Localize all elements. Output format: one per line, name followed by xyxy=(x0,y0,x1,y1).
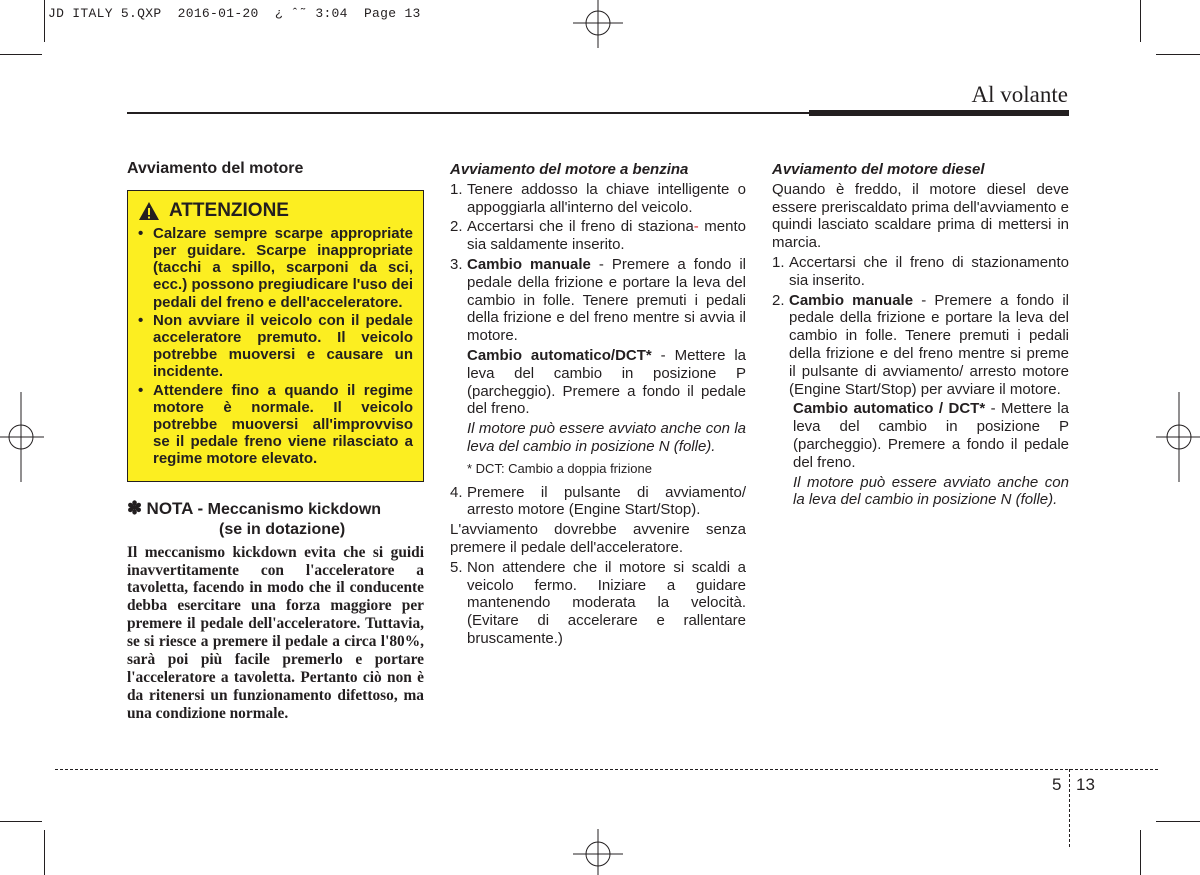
page-number: 13 xyxy=(1076,775,1095,794)
column-3 xyxy=(772,161,1069,509)
list-text: Accertarsi che il freno di stazionamento sia inserito. xyxy=(789,253,1069,289)
hyphen-mark: - xyxy=(693,218,699,236)
auto-gearbox-label: Cambio automatico/DCT* xyxy=(467,346,652,364)
list-bold: Cambio manuale xyxy=(789,291,914,309)
auto-gearbox-paragraph xyxy=(450,347,746,418)
warning-item: • Calzare sempre scarpe appropriate per guidare. Scarpe inappropriate (tacchi a spillo, scarponi da sci, ecc.) possono pregiudicare l'uso dei pedali del freno e dell'acceleratore. xyxy=(138,225,413,311)
list-number: 1. xyxy=(450,180,463,198)
heading-petrol-start: Avviamento del motore a benzina xyxy=(450,161,689,178)
section-title: Al volante xyxy=(971,82,1068,107)
list-number: 1. xyxy=(772,253,785,271)
list-item xyxy=(772,292,1069,399)
dct-footnote: * DCT: Cambio a doppia frizione xyxy=(467,460,652,476)
crop-mark-top-left-h xyxy=(0,54,42,55)
nota-body: Il meccanismo kickdown evita che si guidi inavvertitamente con l'acceleratore a tavoletta, facendo in modo che il conducente debba esercitare una forza maggiore per premere il pedale dell'acceleratore. Tuttavia, se si riesce a premere il pedale a circa l'80%, sarà poi più facile premerlo e portare l'acceleratore a tavoletta. Pertanto ciò non è da ritenersi un funzionamento difettoso, ma una condizione normale. xyxy=(127,543,424,722)
registration-mark-icon xyxy=(573,829,623,875)
list-text: Non attendere che il motore si scaldi a veicolo fermo. Iniziare a guidare mantenendo moderata la velocità. (Evitare di accelerare e rallentare bruscamente.) xyxy=(467,558,746,647)
list-number: 5. xyxy=(450,558,463,576)
page-separator xyxy=(1069,769,1070,847)
chapter-number: 5 xyxy=(1052,775,1062,794)
auto-gearbox-note: Il motore può essere avviato anche con la leva del cambio in posizione N (folle). xyxy=(467,420,746,455)
heading-engine-start: Avviamento del motore xyxy=(127,160,304,177)
list-text: Premere il pulsante di avviamento/ arresto motore (Engine Start/Stop). xyxy=(467,483,746,519)
auto-gearbox-label: Cambio automatico / DCT* xyxy=(793,400,986,418)
list-text: - Premere a fondo il pedale della frizione e portare la leva del cambio in folle. Tenere premuti i pedali della frizione e del freno mentre si preme il pulsante di avviamento/ arresto motore (Engine Start/Stop) per avviare il motore. xyxy=(789,291,1069,398)
column-2 xyxy=(450,161,746,650)
warning-title xyxy=(138,201,413,221)
list-text: - Premere a fondo il pedale della frizione e portare la leva del cambio in folle. Tenere premuti i pedali della frizione e del freno mentre si avvia il motore. xyxy=(467,255,746,345)
crop-mark-top-left-v xyxy=(44,0,45,42)
auto-gearbox-note: Il motore può essere avviato anche con la leva del cambio in posizione N (folle). xyxy=(793,473,1069,509)
column-1 xyxy=(127,160,424,723)
list-item xyxy=(450,484,746,520)
nota-title-line2: (se in dotazione) xyxy=(219,520,346,538)
warning-title-text: ATTENZIONE xyxy=(169,199,289,221)
diesel-intro: Quando è freddo, il motore diesel deve essere preriscaldato prima dell'avviamento e quindi lasciato scaldare prima di mettersi in marcia. xyxy=(772,180,1069,252)
list-item xyxy=(450,181,746,217)
list-number: 2. xyxy=(772,291,785,309)
plain-paragraph: L'avviamento dovrebbe avvenire senza premere il pedale dell'acceleratore. xyxy=(450,521,746,556)
nota-label: NOTA - xyxy=(146,498,204,518)
registration-mark-icon xyxy=(1156,392,1200,482)
warning-box xyxy=(127,190,424,482)
auto-gearbox-paragraph xyxy=(772,400,1069,471)
warning-item: • Attendere fino a quando il regime motore è normale. Il veicolo potrebbe muoversi all'improvviso se il pedale freno viene rilasciato a regime motore elevato. xyxy=(138,382,413,468)
list-item xyxy=(450,218,746,254)
nota-star-icon: ✽ xyxy=(127,497,143,518)
printer-slug: JD ITALY 5.QXP 2016-01-20 ¿ ˆ˜ 3:04 Page 13 xyxy=(48,6,421,21)
crop-mark-bottom-right-h xyxy=(1156,821,1200,822)
list-text: Accertarsi che il freno di staziona xyxy=(467,218,694,236)
crop-mark-bottom-right-v xyxy=(1140,830,1141,875)
warning-triangle-icon xyxy=(138,201,160,221)
nota-title-line1: Meccanismo kickdown xyxy=(207,500,382,518)
registration-mark-icon xyxy=(0,392,44,482)
list-item xyxy=(450,559,746,648)
nota-heading xyxy=(127,498,424,540)
heading-diesel-start: Avviamento del motore diesel xyxy=(772,161,985,178)
registration-mark-icon xyxy=(573,0,623,48)
header-rule xyxy=(127,110,1069,116)
list-item xyxy=(450,256,746,345)
auto-gearbox-text: - Mettere la leva del cambio in posizione P (parcheggio). Premere a fondo il pedale del freno. xyxy=(467,346,747,418)
footer-rule xyxy=(55,769,1158,770)
list-number: 2. xyxy=(450,218,463,236)
list-number: 3. xyxy=(450,255,463,273)
crop-mark-bottom-left-v xyxy=(44,830,45,875)
list-bold: Cambio manuale xyxy=(467,255,591,273)
list-number: 4. xyxy=(450,483,463,501)
warning-list xyxy=(138,225,413,468)
crop-mark-top-right-h xyxy=(1156,54,1200,55)
list-text-cont: mento sia saldamente inserito. xyxy=(467,218,746,254)
crop-mark-top-right-v xyxy=(1140,0,1141,42)
warning-item: • Non avviare il veicolo con il pedale acceleratore premuto. Il veicolo potrebbe muoversi e causare un incidente. xyxy=(138,312,413,381)
list-item xyxy=(772,254,1069,290)
auto-gearbox-text: - Mettere la leva del cambio in posizione P (parcheggio). Premere a fondo il pedale del freno. xyxy=(793,400,1069,471)
crop-mark-bottom-left-h xyxy=(0,821,42,822)
list-text: Tenere addosso la chiave intelligente o appoggiarla all'interno del veicolo. xyxy=(467,180,746,216)
